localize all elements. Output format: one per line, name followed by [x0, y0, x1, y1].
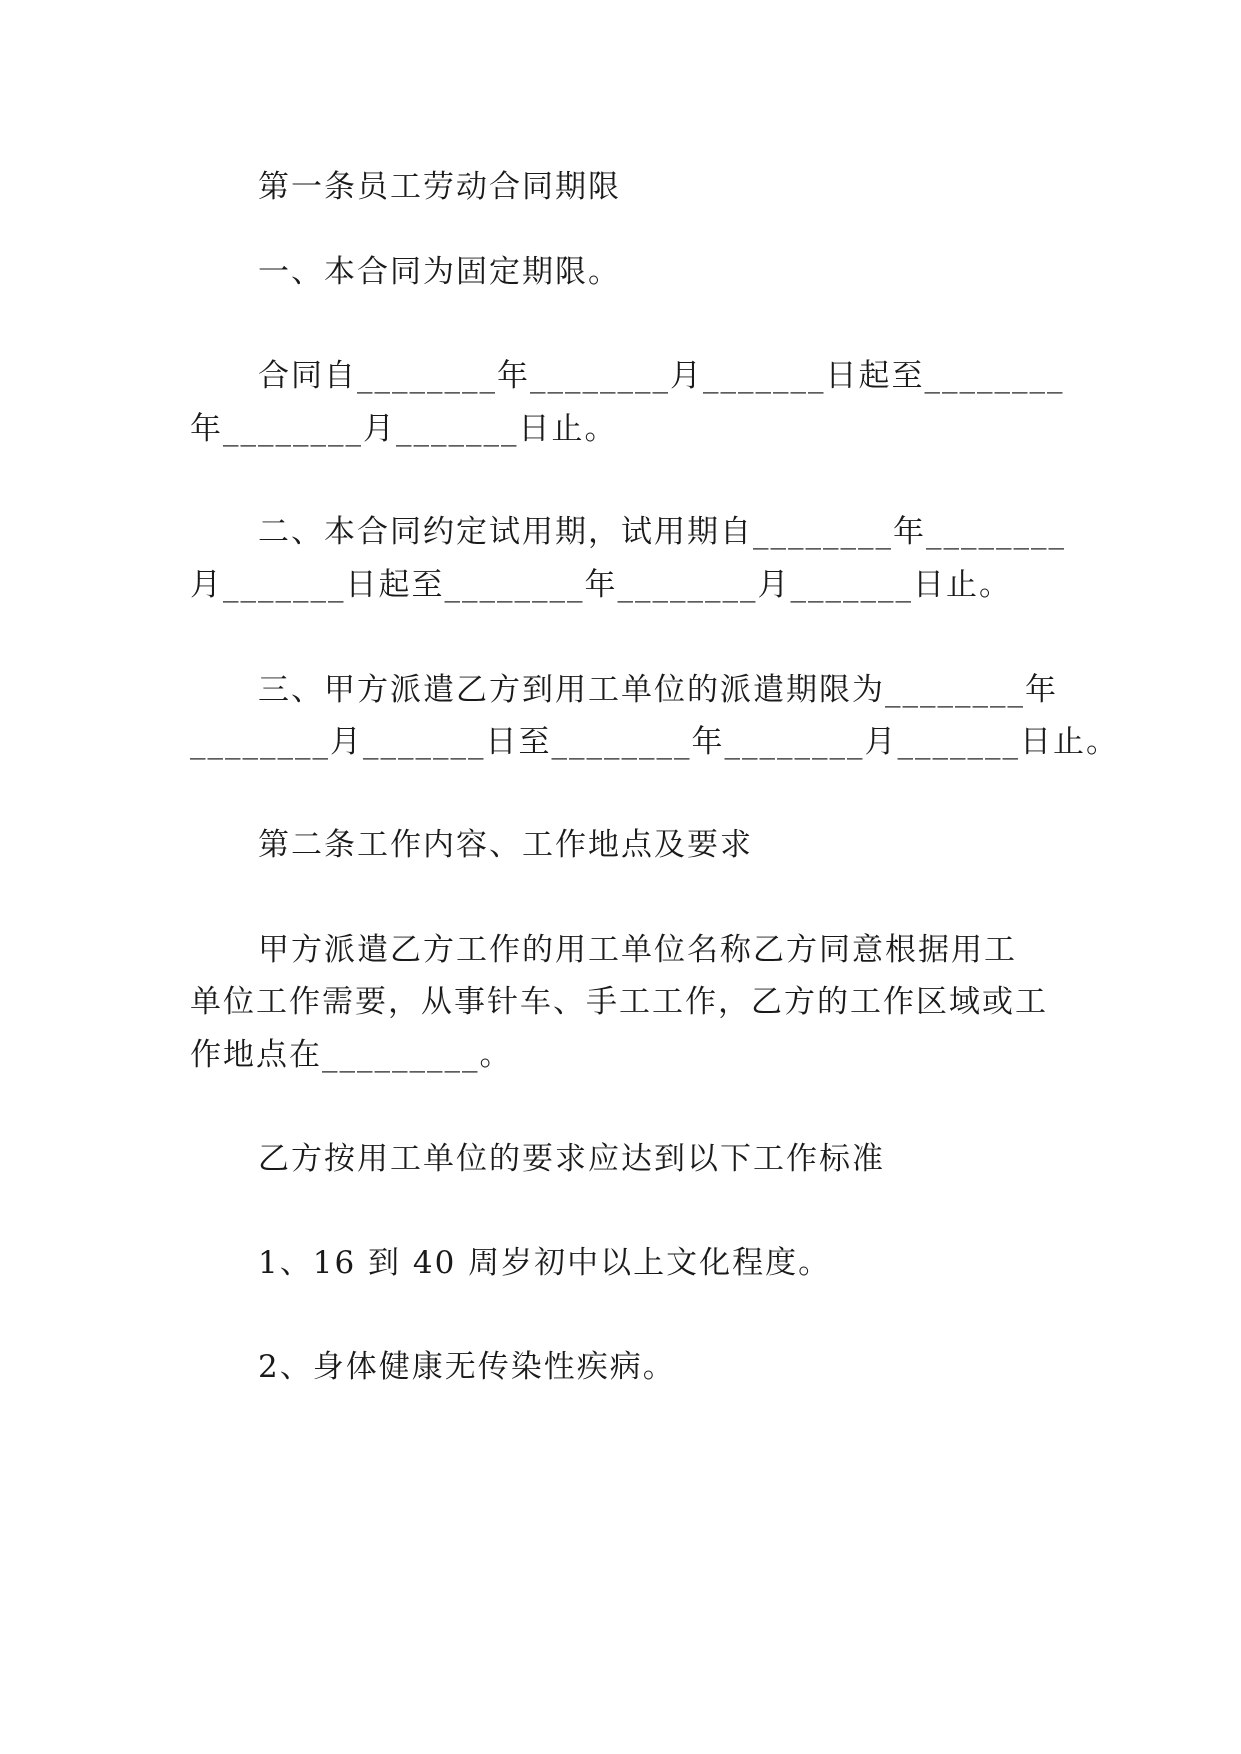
contract-term-line-2: 年________月_______日止。: [190, 411, 618, 447]
work-location-line-1: 甲方派遣乙方工作的用工单位名称乙方同意根据用工: [258, 932, 1017, 968]
standard-item-1: 1、16 到 40 周岁初中以上文化程度。: [258, 1245, 832, 1281]
article-2-heading: 第二条工作内容、工作地点及要求: [258, 827, 753, 863]
work-location-line-2: 单位工作需要，从事针车、手工工作，乙方的工作区域或工: [190, 984, 1048, 1020]
clause-3-line-1: 三、甲方派遣乙方到用工单位的派遣期限为________年: [258, 672, 1058, 708]
article-1-heading: 第一条员工劳动合同期限: [258, 169, 621, 205]
clause-1-text: 一、本合同为固定期限。: [258, 254, 621, 290]
standard-item-2: 2、身体健康无传染性疾病。: [258, 1349, 676, 1385]
work-location-line-3: 作地点在_________。: [190, 1037, 513, 1073]
contract-term-line-1: 合同自________年________月_______日起至________: [258, 358, 1065, 394]
work-standard-heading: 乙方按用工单位的要求应达到以下工作标准: [258, 1141, 885, 1177]
clause-2-line-1: 二、本合同约定试用期，试用期自________年________: [258, 514, 1066, 550]
clause-3-line-2: ________月_______日至________年________月_______日止。: [190, 724, 1119, 760]
clause-2-line-2: 月_______日起至________年________月_______日止。: [190, 567, 1012, 603]
